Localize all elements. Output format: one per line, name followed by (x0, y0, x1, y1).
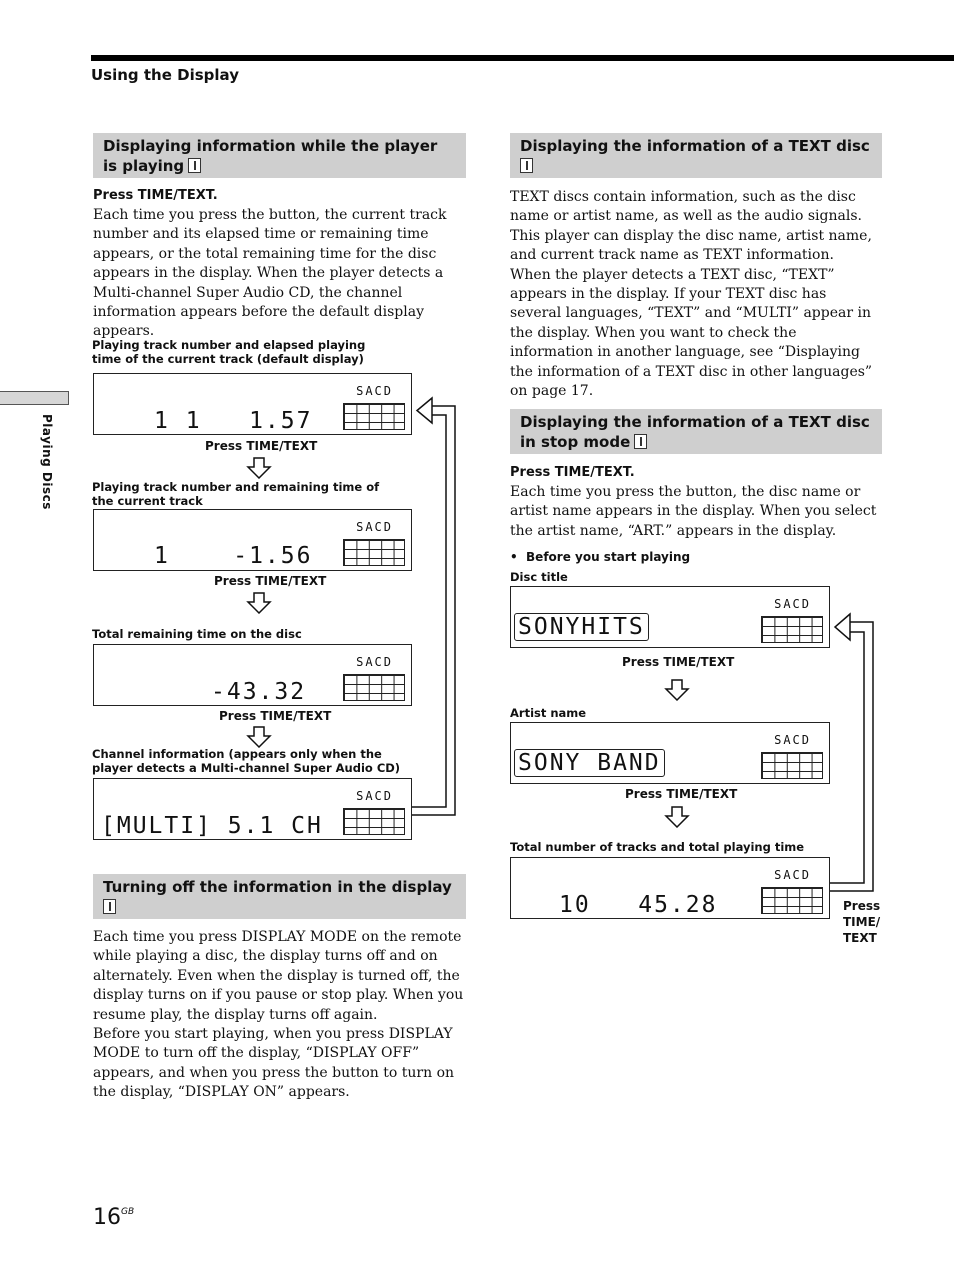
sacd-indicator: SACD (774, 868, 811, 882)
display-text: 1 -1.56 (154, 543, 313, 569)
heading-stop-mode: Displaying the information of a TEXT disc in stop mode (520, 413, 870, 451)
display-text: 10 45.28 (559, 892, 718, 918)
press-time-text-side: Press TIME/ TEXT (843, 899, 881, 945)
instruction-press: Press TIME/TEXT. (510, 465, 635, 480)
caption-total-remaining: Total remaining time on the disc (92, 627, 302, 641)
text-disc-body: TEXT discs contain information, such as the disc name or artist name, as well as the audio signals. This player can display the disc name, artist name, and current track name as TEXT information. When the player detects a TEXT disc, “TEXT” appears in the display. If your TEXT disc has several languages, “TEXT” and “MULTI” appear in the display. When you want to check the information in another language, see “Displaying the information of a TEXT disc in other languages” on page 17. (510, 189, 873, 400)
display-text: [MULTI] 5.1 CH (101, 813, 323, 839)
page-number-value: 16 (93, 1205, 121, 1230)
display-text: SONYHITS (514, 613, 649, 641)
caption-total-tracks: Total number of tracks and total playing time (510, 840, 805, 854)
caption-remaining: Playing track number and remaining time of the current track (92, 480, 380, 508)
caption-elapsed: Playing track number and elapsed playing time of the current track (default display) (92, 338, 366, 366)
caption-disc-title: Disc title (510, 570, 568, 584)
press-label: Press TIME/TEXT (214, 574, 327, 588)
sacd-indicator: SACD (356, 789, 393, 803)
page-number-suffix: GB (121, 1207, 135, 1217)
sacd-indicator: SACD (356, 655, 393, 669)
heading-turn-off: Turning off the information in the display (103, 878, 452, 896)
bullet-text: Before you start playing (526, 550, 691, 564)
sacd-indicator: SACD (774, 597, 811, 611)
sacd-indicator: SACD (356, 520, 393, 534)
heading-playing-info: Displaying information while the player is playing (103, 137, 438, 175)
display-text: 1 1 1.57 (154, 408, 313, 434)
section-heading: Using the Display (91, 66, 239, 84)
display-text: SONY BAND (514, 749, 665, 777)
press-label: Press TIME/TEXT (219, 709, 332, 723)
playing-info-body: Each time you press the button, the current track number and its elapsed time or remaining time appears, or the total remaining time for the disc appears in the display. When the player detects a Multi-channel Super Audio CD, the channel information appears before the default display appears. (93, 207, 447, 340)
caption-channel-info: Channel information (appears only when the player detects a Multi-channel Super Audio CD) (92, 747, 401, 775)
instruction-press: Press TIME/TEXT. (93, 188, 218, 203)
press-label: Press TIME/TEXT (622, 655, 735, 669)
heading-text-disc: Displaying the information of a TEXT disc (520, 137, 870, 155)
caption-artist-name: Artist name (510, 706, 587, 720)
stop-mode-body: Each time you press the button, the disc name or artist name appears in the display. When you select the artist name, “ART.” appears in the display. (510, 484, 877, 539)
page-number (93, 1205, 134, 1230)
bullet-before-playing: • Before you start playing (510, 550, 691, 564)
sacd-indicator: SACD (356, 384, 393, 398)
display-text: -43.32 (211, 679, 307, 705)
press-label: Press TIME/TEXT (625, 787, 738, 801)
turn-off-body: Each time you press DISPLAY MODE on the remote while playing a disc, the display turns off and on alternately. Even when the display is turned off, the display turns on if you pause or stop play. When you resume play, the display turns off again. Before you start playing, when you press DISPLAY MODE to turn off the display, “DISPLAY OFF” appears, and when you press the button to turn on the display, “DISPLAY ON” appears. (93, 929, 464, 1101)
side-tab-label: Playing Discs (40, 414, 54, 510)
press-label: Press TIME/TEXT (205, 439, 318, 453)
sacd-indicator: SACD (774, 733, 811, 747)
